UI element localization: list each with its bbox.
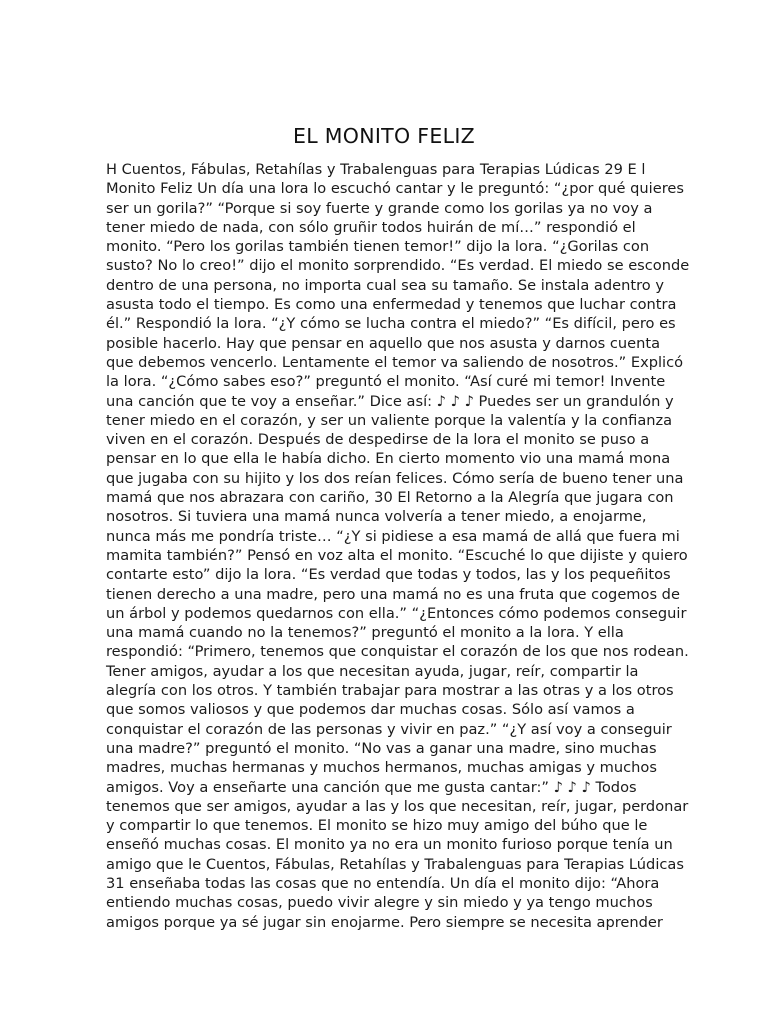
body-text-line: amigos. Voy a enseñarte una canción que me gusta cantar:” ♪ ♪ ♪ Todos — [106, 778, 637, 796]
body-text-line: nunca más me pondría triste… “¿Y si pidiese a esa mamá de allá que fuera mi — [106, 527, 680, 545]
body-text-line: tenemos que ser amigos, ayudar a las y los que necesitan, reír, jugar, perdonar — [106, 797, 689, 815]
body-text-line: respondió: “Primero, tenemos que conquistar el corazón de los que nos rodean. — [106, 643, 689, 661]
document-title: EL MONITO FELIZ — [292, 124, 476, 148]
body-text-line: ser un gorila?” “Porque si soy fuerte y grande como los gorilas ya no voy a — [106, 199, 653, 217]
body-text-line: que debemos vencerlo. Lentamente el temor va saliendo de nosotros.” Explicó — [106, 353, 684, 371]
body-text-line: él.” Respondió la lora. “¿Y cómo se lucha contra el miedo?” “Es difícil, pero es — [106, 315, 676, 333]
body-text-line: conquistar el corazón de las personas y vivir en paz.” “¿Y así voy a conseguir — [106, 720, 672, 738]
body-text-line: pensar en lo que ella le había dicho. En cierto momento vio una mamá mona — [106, 450, 671, 468]
body-text-line: dentro de una persona, no importa cual sea su tamaño. Se instala adentro y — [106, 276, 664, 294]
body-text-line: la lora. “¿Cómo sabes eso?” preguntó el monito. “Así curé mi temor! Invente — [106, 373, 666, 391]
body-text-line: susto? No lo creo!” dijo el monito sorprendido. “Es verdad. El miedo se esconde — [106, 257, 690, 275]
body-text-line: que jugaba con su hijito y los dos reían felices. Cómo sería de bueno tener una — [106, 469, 684, 487]
body-text-line: una canción que te voy a enseñar.” Dice así: ♪ ♪ ♪ Puedes ser un grandulón y — [106, 392, 674, 410]
body-text-line: madres, muchas hermanas y muchos hermanos, muchas amigas y muchos — [106, 759, 657, 777]
body-text-line: Monito Feliz Un día una lora lo escuchó cantar y le preguntó: “¿por qué quieres — [106, 180, 684, 198]
body-text-line: un árbol y podemos quedarnos con ella.” “¿Entonces cómo podemos conseguir — [106, 604, 687, 622]
body-text-line: monito. “Pero los gorilas también tienen temor!” dijo la lora. “¿Gorilas con — [106, 238, 650, 256]
body-text-line: Tener amigos, ayudar a los que necesitan ayuda, jugar, reír, compartir la — [106, 662, 639, 680]
document-body — [106, 160, 690, 932]
body-text-line: entiendo muchas cosas, puedo vivir alegre y sin miedo y ya tengo muchos — [106, 894, 653, 912]
body-text-line: H Cuentos, Fábulas, Retahílas y Trabalenguas para Terapias Lúdicas 29 E l — [106, 161, 646, 178]
body-text-line: 31 enseñaba todas las cosas que no entendía. Un día el monito dijo: “Ahora — [106, 874, 660, 892]
body-text-line: mamá que nos abrazara con cariño, 30 El Retorno a la Alegría que jugara con — [106, 489, 674, 507]
body-text-line: alegría con los otros. Y también trabajar para mostrar a las otras y a los otros — [106, 682, 674, 700]
body-text-line: tener miedo de nada, con sólo gruñir todos huirán de mí…” respondió el — [106, 218, 636, 236]
body-text-line: amigos porque ya sé jugar sin enojarme. Pero siempre se necesita aprender — [106, 913, 663, 931]
body-text-line: nosotros. Si tuviera una mamá nunca volvería a tener miedo, a enojarme, — [106, 508, 647, 526]
body-text-line: mamita también?” Pensó en voz alta el monito. “Escuché lo que dijiste y quiero — [106, 546, 688, 564]
body-text-line: y compartir lo que tenemos. El monito se hizo muy amigo del búho que le — [106, 817, 648, 835]
body-text-line: tener miedo en el corazón, y ser un valiente porque la valentía y la confianza — [106, 411, 673, 429]
body-text-line: tienen derecho a una madre, pero una mamá no es una fruta que cogemos de — [106, 585, 680, 603]
body-text-line: contarte esto” dijo la lora. “Es verdad que todas y todos, las y los pequeñitos — [106, 566, 671, 584]
body-text-line: que somos valiosos y que podemos dar muchas cosas. Sólo así vamos a — [106, 701, 635, 719]
body-text-line: asusta todo el tiempo. Es como una enfermedad y tenemos que luchar contra — [106, 296, 677, 314]
body-text-line: una mamá cuando no la tenemos?” preguntó el monito a la lora. Y ella — [106, 624, 624, 642]
body-text-line: posible hacerlo. Hay que pensar en aquello que nos asusta y darnos cuenta — [106, 334, 661, 352]
body-text-line: enseñó muchas cosas. El monito ya no era un monito furioso porque tenía un — [106, 836, 673, 854]
body-text-line: viven en el corazón. Después de despedirse de la lora el monito se puso a — [106, 431, 650, 449]
body-text-line: una madre?” preguntó el monito. “No vas a ganar una madre, sino muchas — [106, 739, 657, 757]
body-text-line: amigo que le Cuentos, Fábulas, Retahílas y Trabalenguas para Terapias Lúdicas — [106, 855, 684, 873]
